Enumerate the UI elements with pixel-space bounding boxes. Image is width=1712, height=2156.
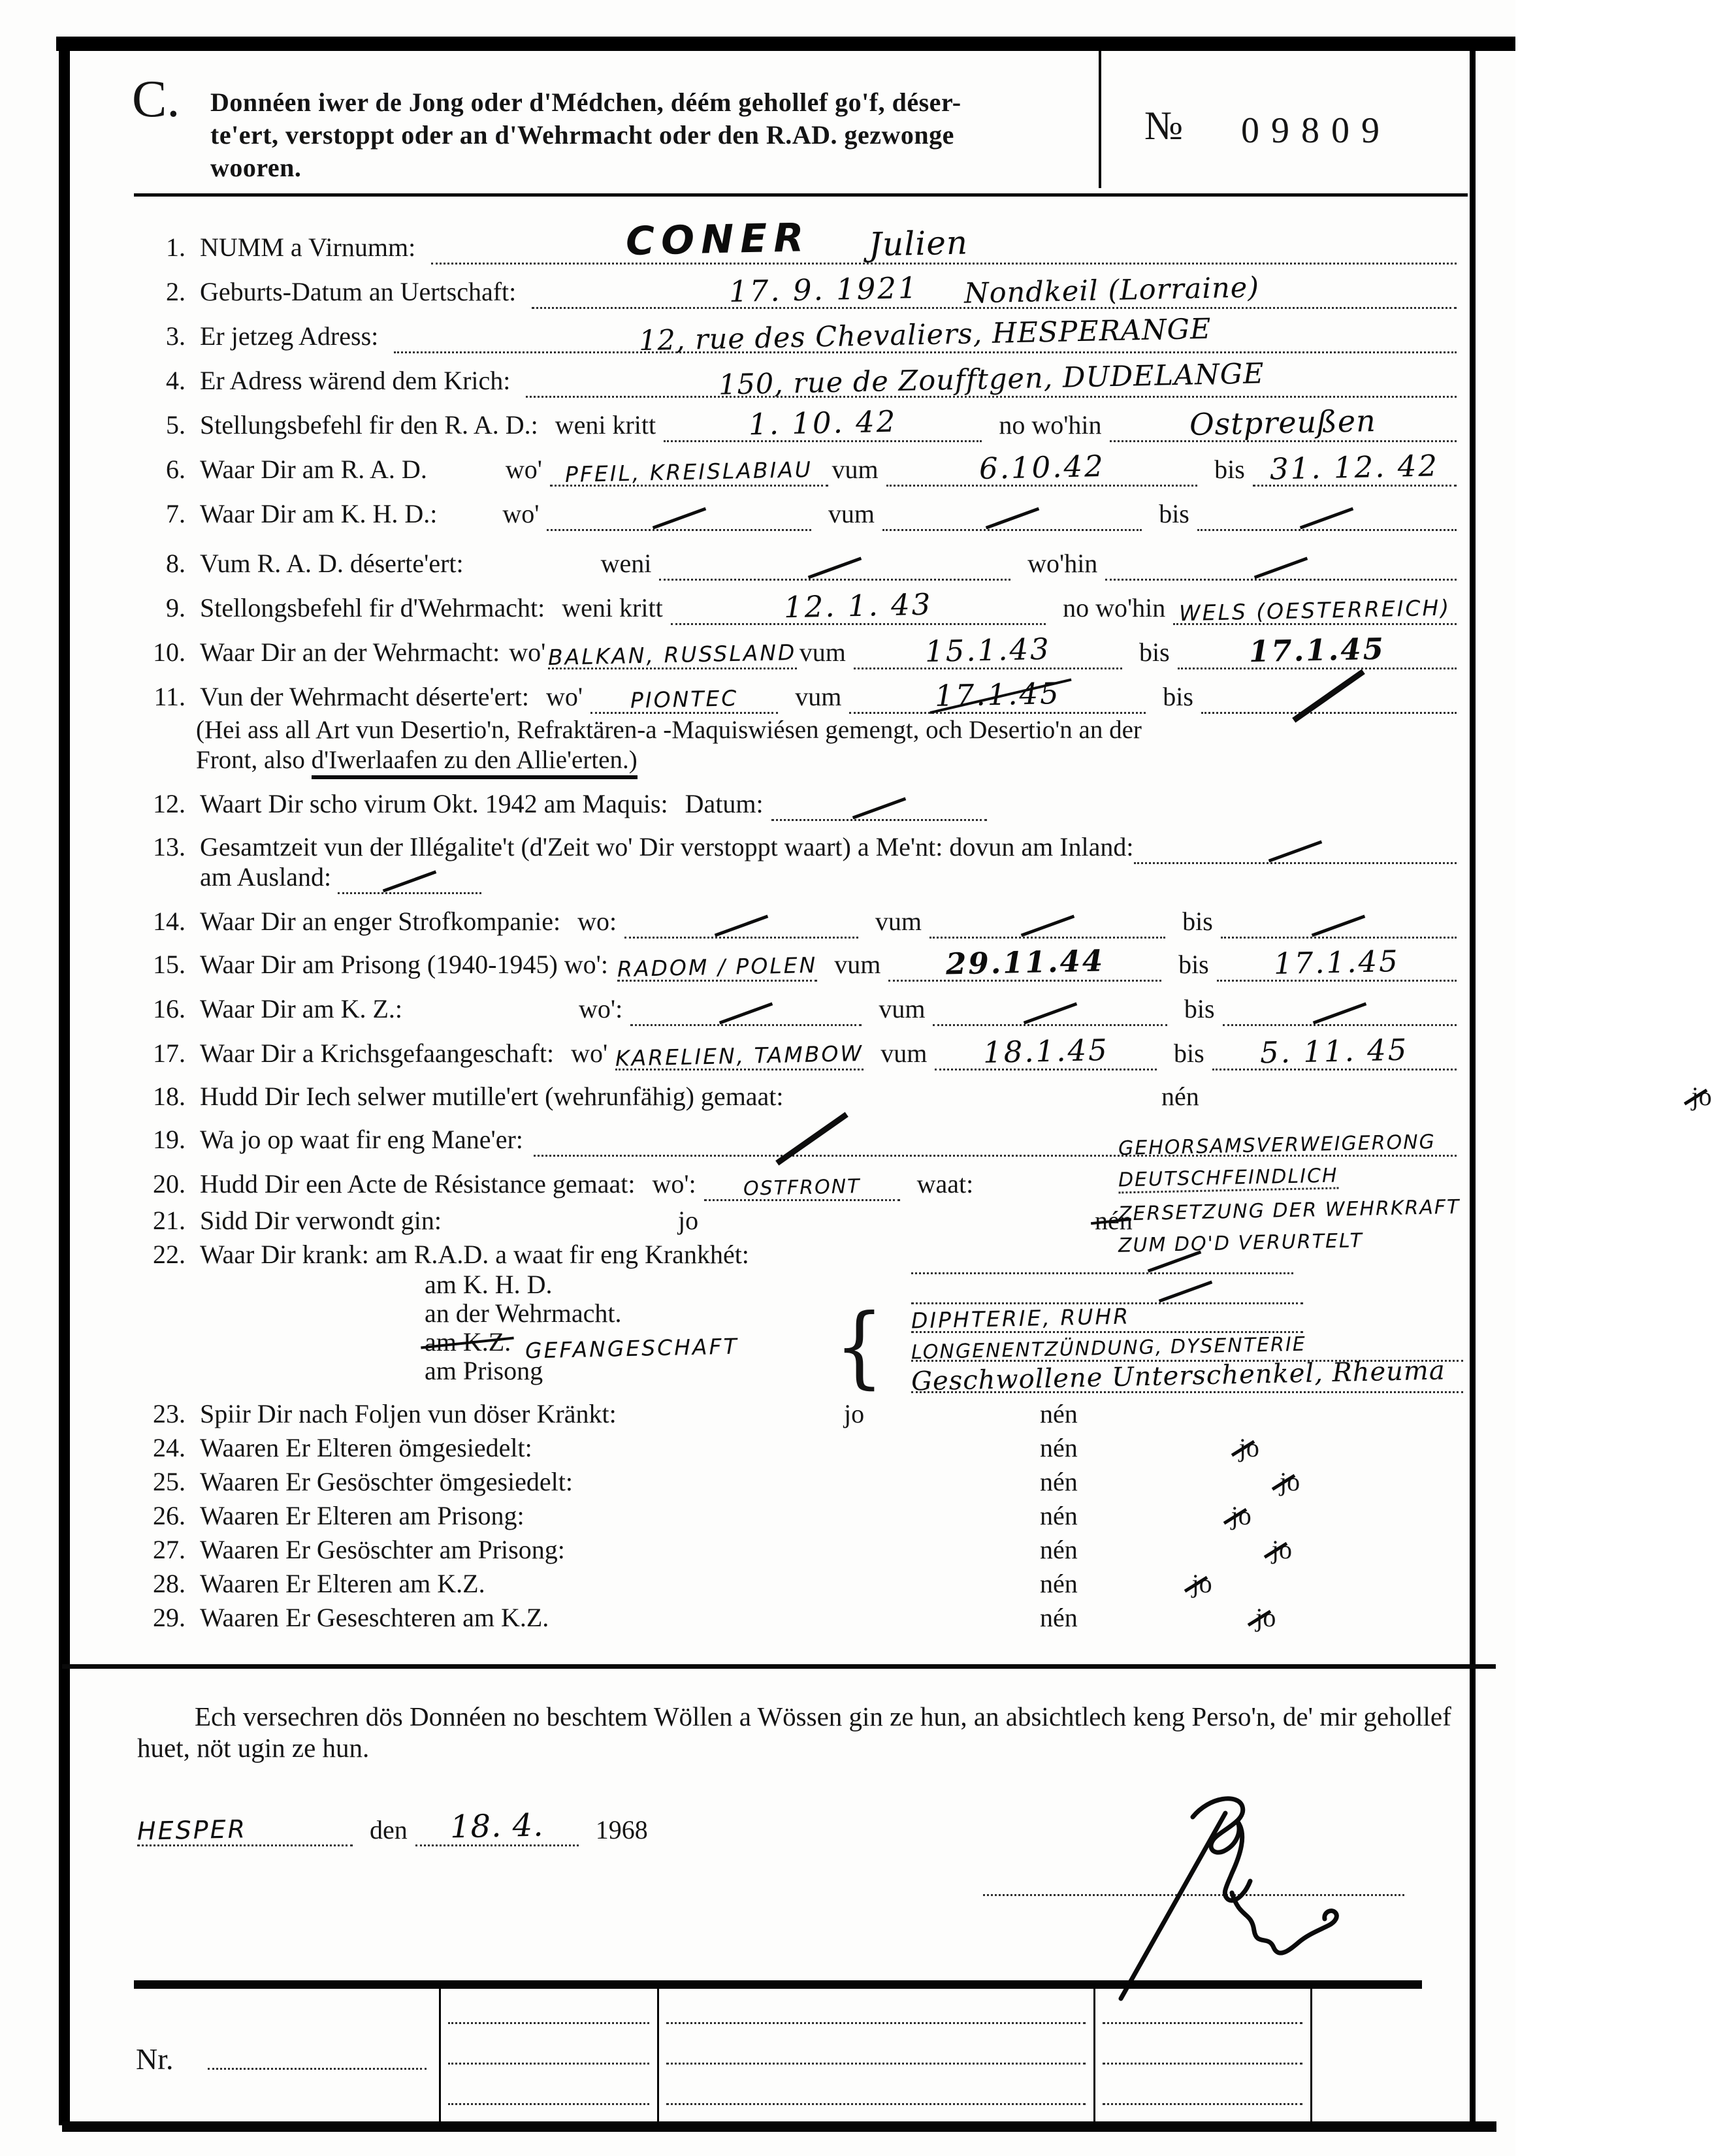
question-row-28	[137, 1569, 1457, 1601]
table-dotted-row	[1103, 2022, 1302, 2024]
question-number: 10.	[153, 637, 186, 667]
question-number: 13.	[153, 832, 186, 861]
question-label: Waar Dir am Prisong (1940-1945) wo':	[200, 950, 608, 979]
question-label: Stellungsbefehl fir den R. A. D.:	[200, 410, 538, 440]
question-number: 25.	[153, 1467, 186, 1496]
answer-fill	[550, 455, 828, 487]
answer-fill	[659, 549, 1010, 581]
answer-fill	[771, 789, 987, 821]
question-row-14	[137, 907, 1457, 939]
field-label: bis	[1163, 682, 1193, 711]
handwritten-place: KARELIEN, TAMBOW	[615, 1040, 864, 1072]
question-label: Waaren Er Elteren am K.Z.	[200, 1569, 485, 1598]
question-label: Waar Dir am K. H. D.:	[200, 499, 438, 528]
question-label: Wa jo op waat fir eng Mane'er:	[200, 1125, 523, 1154]
handwritten-date: 17.1.45	[1248, 632, 1386, 669]
jo-option: jo	[1191, 1569, 1212, 1598]
question-row-8	[137, 549, 1457, 581]
declaration-text: Ech versechren dös Donnéen no beschtem Wöllen a Wössen gin ze hun, an absichtlech keng Perso'n, de' mir gehollef huet, nöt ugin ze hun.	[137, 1701, 1451, 1763]
question-number: 15.	[153, 950, 186, 979]
question-number: 23.	[153, 1399, 186, 1428]
nen-option: nén	[1094, 1206, 1133, 1235]
question-row-3	[137, 312, 1457, 357]
table-dotted-row	[666, 2103, 1086, 2105]
handwritten-reason: GEHORSAMSVERWEIGERONG	[1118, 1130, 1436, 1161]
field-label: wo'	[571, 1038, 608, 1068]
nen-option: nén	[1040, 1535, 1078, 1564]
answer-fill	[935, 1033, 1157, 1070]
question-row-4	[137, 357, 1457, 402]
answer-fill	[929, 907, 1165, 939]
question-number: 20.	[153, 1169, 186, 1199]
table-dotted-row	[666, 2063, 1086, 2065]
scan-edge-top	[56, 37, 1515, 51]
answer-fill	[630, 994, 862, 1026]
question-number: 29.	[153, 1603, 186, 1632]
number-sign: №	[1144, 104, 1184, 148]
field-label: no wo'hin	[1063, 593, 1166, 622]
question-label: am Ausland:	[200, 862, 332, 892]
handwritten-date: 12. 1. 43	[783, 587, 933, 625]
signature-stroke	[1065, 1791, 1346, 2000]
question-number: 7.	[166, 499, 186, 528]
question-number: 27.	[153, 1535, 186, 1564]
nen-option: nén	[1040, 1399, 1078, 1428]
handwritten-gefangeschaft: GEFANGESCHAFT	[525, 1333, 739, 1364]
dash-mark	[1020, 914, 1074, 937]
question-label: Waaren Er Gesöschter ömgesiedelt:	[200, 1467, 573, 1496]
field-label: bis	[1159, 499, 1189, 528]
dash-mark	[715, 914, 769, 937]
dash-mark	[383, 870, 437, 892]
question-label: Waaren Er Elteren ömgesiedelt:	[200, 1433, 532, 1462]
question-number: 1.	[166, 233, 186, 262]
note-text: Front, also	[196, 746, 312, 774]
field-label: bis	[1139, 637, 1170, 667]
answer-fill	[911, 1355, 1463, 1397]
handwritten-date: 17.1.45	[934, 676, 1061, 714]
question-label: Waar Dir krank: am R.A.D. a waat fir eng Krankhét:	[200, 1240, 749, 1269]
question-11-note-line2	[196, 746, 638, 775]
question-row-6	[137, 448, 1457, 488]
handwritten-firstname: Julien	[868, 223, 969, 264]
handwritten-date: 18. 4.	[449, 1807, 545, 1846]
answer-fill	[854, 632, 1122, 669]
jo-option: jo	[1255, 1603, 1276, 1632]
answer-fill	[849, 676, 1146, 714]
form-serial-number: 09809	[1241, 110, 1391, 151]
note-underlined-text: d'Iwerlaafen zu den Allie'erten.)	[312, 746, 638, 779]
answer-fill	[547, 499, 811, 531]
question-number: 26.	[153, 1501, 186, 1530]
field-label: vum	[879, 994, 926, 1023]
field-label: weni kritt	[562, 593, 663, 622]
table-dotted-row	[448, 2063, 649, 2065]
field-label: vum	[799, 637, 846, 667]
question-number: 9.	[166, 593, 186, 622]
question-row-2	[137, 270, 1457, 310]
answer-fill	[1173, 593, 1457, 625]
answer-fill	[532, 270, 1457, 310]
question-label: Er Adress wärend dem Krich:	[200, 366, 511, 395]
question-label: Waaren Er Elteren am Prisong:	[200, 1501, 525, 1530]
question-number: 24.	[153, 1433, 186, 1462]
handwritten-address: 12, rue des Chevaliers, HESPERANGE	[638, 312, 1212, 357]
field-label: vum	[795, 682, 842, 711]
handwritten-date: 17.1.45	[1273, 944, 1400, 982]
field-label: wo'	[505, 455, 542, 484]
handwritten-place: Ostpreußen	[1189, 403, 1377, 443]
question-row-27	[137, 1535, 1457, 1568]
field-label: weni kritt	[555, 410, 656, 440]
nen-option: nén	[1040, 1603, 1078, 1632]
answer-fill	[1110, 403, 1457, 443]
table-dotted-row	[1103, 2063, 1302, 2065]
date-line	[137, 1807, 656, 1846]
scan-edge-left	[59, 37, 70, 2125]
question-number: 11.	[153, 682, 186, 711]
field-label: bis	[1214, 455, 1245, 484]
question-number: 21.	[153, 1206, 186, 1235]
question-row-29	[137, 1603, 1457, 1635]
answer-fill	[1223, 994, 1457, 1026]
question-number: 8.	[166, 549, 186, 578]
dash-mark	[719, 1002, 773, 1024]
nen-option: nén	[1161, 1082, 1199, 1111]
question-row-12	[137, 789, 1457, 821]
field-label: bis	[1182, 907, 1213, 936]
question-number: 19.	[153, 1125, 186, 1154]
question-row-16	[137, 994, 1457, 1026]
den-label: den	[370, 1815, 408, 1844]
handwritten-place: PIONTEC	[630, 685, 739, 713]
question-label: Hudd Dir een Acte de Résistance gemaat:	[200, 1169, 636, 1199]
question-row-21	[137, 1206, 1457, 1240]
field-label: bis	[1174, 1038, 1204, 1068]
question-row-18	[137, 1082, 1712, 1116]
question-label: Vun der Wehrmacht déserte'ert:	[200, 682, 529, 711]
sub-label: am K. H. D.	[425, 1270, 553, 1299]
handwritten-date: 29.11.44	[945, 943, 1105, 982]
answer-fill	[624, 907, 858, 939]
question-number: 5.	[166, 410, 186, 440]
question-row-17	[137, 1032, 1457, 1072]
question-row-13	[137, 832, 1457, 864]
question-number: 18.	[153, 1082, 186, 1111]
header-rule	[134, 193, 1468, 197]
handwritten-date: 1. 10. 42	[748, 404, 897, 442]
question-label: Waaren Er Gesöschter am Prisong:	[200, 1535, 565, 1564]
handwritten-place: HESPER	[137, 1814, 248, 1846]
handwritten-reason: DEUTSCHFEINDLICH	[1118, 1164, 1338, 1193]
field-label: waat:	[916, 1169, 974, 1199]
field-label: weni	[600, 549, 652, 578]
handwritten-illness: Geschwollene Unterschenkel, Rheuma	[911, 1355, 1446, 1397]
jo-option: jo	[844, 1399, 865, 1428]
dash-mark	[776, 1112, 849, 1166]
question-label: Waar Dir a Krichsgefaangeschaft:	[200, 1038, 555, 1068]
dash-mark	[1293, 669, 1366, 723]
question-label: Vum R. A. D. déserte'ert:	[200, 549, 464, 578]
answer-fill	[671, 587, 1046, 625]
question-number: 2.	[166, 277, 186, 306]
question-row-25	[137, 1467, 1457, 1500]
question-label: Waar Dir an enger Strofkompanie:	[200, 907, 561, 936]
section-rule	[62, 1664, 1496, 1669]
scan-edge-right	[1470, 46, 1476, 2126]
field-label: vum	[875, 907, 922, 936]
question-label: Waar Dir am K. Z.:	[200, 994, 402, 1023]
field-label: wo'	[509, 637, 546, 667]
answer-fill	[1105, 549, 1457, 581]
question-row-10	[137, 632, 1457, 671]
handwritten-date: 31. 12. 42	[1269, 448, 1440, 487]
question-row-5	[137, 403, 1457, 443]
handwritten-surname: CONER	[625, 215, 811, 265]
form-title-line3: wooren.	[210, 153, 302, 182]
field-label: vum	[832, 455, 879, 484]
year-text: 1968	[595, 1815, 648, 1844]
question-label: Waaren Er Geseschteren am K.Z.	[200, 1603, 549, 1632]
handwritten-date: 18.1.45	[982, 1033, 1110, 1070]
field-label: vum	[834, 950, 881, 979]
question-label: Hudd Dir Iech selwer mutille'ert (wehrunfähig) gemaat:	[200, 1082, 784, 1111]
answer-fill	[617, 950, 817, 982]
answer-fill	[888, 943, 1161, 982]
question-row-23	[137, 1399, 1457, 1432]
dash-mark	[1312, 914, 1366, 937]
dash-mark	[985, 507, 1039, 529]
answer-fill	[886, 449, 1198, 487]
question-label: Spiir Dir nach Foljen vun döser Kränkt:	[200, 1399, 617, 1428]
answer-fill	[1221, 907, 1457, 939]
nr-dotted-line	[208, 2068, 427, 2070]
question-label: Waar Dir am R. A. D.	[200, 455, 427, 484]
handwritten-date: 6.10.42	[978, 449, 1105, 487]
question-number: 4.	[166, 366, 186, 395]
field-label: wo':	[579, 994, 623, 1023]
question-number: 16.	[153, 994, 186, 1023]
field-label: Datum:	[685, 789, 764, 818]
field-label: wo'	[502, 499, 540, 528]
question-number: 17.	[153, 1038, 186, 1068]
question-row-22-prisong	[137, 1355, 1457, 1397]
handwritten-illness: DIPHTERIE, RUHR	[911, 1303, 1131, 1334]
answer-fill	[338, 862, 481, 894]
jo-option: jo	[1691, 1082, 1712, 1111]
dash-mark	[1268, 840, 1322, 862]
date-fill	[415, 1807, 579, 1846]
question-number: 14.	[153, 907, 186, 936]
question-row-22	[137, 1240, 1457, 1274]
question-number: 3.	[166, 321, 186, 351]
nen-option: nén	[1040, 1501, 1078, 1530]
question-label: Sidd Dir verwondt gin:	[200, 1206, 442, 1235]
field-label: wo:	[577, 907, 617, 936]
signature	[1065, 1791, 1346, 2003]
field-label: wo'	[545, 682, 583, 711]
field-label: bis	[1184, 994, 1215, 1023]
handwritten-reason: ZUM DO'D VERURTELT	[1118, 1229, 1364, 1257]
handwritten-place: BALKAN, RUSSLAND	[547, 639, 798, 671]
handwritten-birthdate: 17. 9. 1921	[728, 270, 919, 310]
sub-label: am K.Z.	[425, 1327, 511, 1357]
dash-mark	[852, 797, 906, 819]
nr-label: Nr.	[136, 2042, 174, 2076]
jo-option: jo	[678, 1206, 699, 1235]
jo-option: jo	[1271, 1535, 1292, 1564]
question-row-1	[137, 215, 1457, 265]
nen-option: nén	[1040, 1569, 1078, 1598]
handwritten-date: 15.1.43	[924, 632, 1052, 669]
handwritten-place: RADOM / POLEN	[617, 952, 818, 982]
nen-option: nén	[1040, 1467, 1078, 1496]
question-label: Er jetzeg Adress:	[200, 321, 379, 351]
table-dotted-row	[448, 2103, 649, 2105]
question-row-9	[137, 587, 1457, 626]
header-divider	[1099, 51, 1101, 188]
nen-option: nén	[1040, 1433, 1078, 1462]
dash-mark	[652, 507, 706, 529]
jo-option: jo	[1231, 1501, 1252, 1530]
answer-fill	[664, 404, 982, 442]
brace-mark: {	[835, 1294, 884, 1398]
answer-fill	[1253, 448, 1457, 487]
table-top-border	[134, 1980, 1422, 1989]
table-vline-3	[1093, 1989, 1095, 2121]
jo-option: jo	[1280, 1467, 1300, 1496]
handwritten-birthplace: Nondkeil (Lorraine)	[963, 270, 1260, 310]
table-bottom-border	[62, 2121, 1496, 2132]
question-number: 22.	[153, 1240, 186, 1269]
question-number: 6.	[166, 455, 186, 484]
handwritten-illness: LONGENENTZÜNDUNG, DYSENTERIE	[911, 1332, 1307, 1364]
table-dotted-row	[1103, 2103, 1302, 2105]
question-row-26	[137, 1501, 1457, 1534]
question-row-24	[137, 1433, 1457, 1466]
handwritten-war-address: 150, rue de Zoufftgen, DUDELANGE	[718, 357, 1265, 402]
field-label: no wo'hin	[999, 410, 1102, 440]
answer-fill	[933, 994, 1167, 1026]
dash-mark	[1023, 1002, 1077, 1024]
table-dotted-row	[448, 2022, 649, 2024]
handwritten-reason: ZERSETZUNG DER WEHRKRAFT	[1118, 1195, 1461, 1226]
handwritten-place: WELS (OESTERREICH)	[1178, 594, 1451, 626]
question-label: Waart Dir scho virum Okt. 1942 am Maquis:	[200, 789, 668, 818]
question-row-15	[137, 943, 1457, 982]
table-dotted-row	[666, 2022, 1086, 2024]
answer-fill	[882, 499, 1142, 531]
field-label: vum	[880, 1038, 928, 1068]
place-fill	[137, 1814, 353, 1846]
sub-label: an der Wehrmacht.	[425, 1298, 622, 1328]
question-label: NUMM a Virnumm:	[200, 233, 416, 262]
answer-fill	[1178, 632, 1457, 669]
question-label: Gesamtzeit vun der Illégalite't (d'Zeit wo' Dir verstoppt waart) a Me'nt: dovun am Inland:	[200, 832, 1134, 861]
question-number: 12.	[153, 789, 186, 818]
dash-mark	[1313, 1002, 1367, 1024]
answer-fill	[1212, 1032, 1457, 1070]
form-title	[210, 86, 1079, 184]
question-row-7	[137, 499, 1457, 531]
answer-fill	[1197, 499, 1457, 531]
answer-fill	[590, 682, 778, 714]
sub-label: am Prisong	[425, 1356, 543, 1385]
table-vline-4	[1310, 1989, 1312, 2121]
table-vline-2	[657, 1989, 659, 2121]
answer-fill	[548, 637, 796, 669]
field-label: wo':	[652, 1169, 696, 1199]
section-letter: C.	[132, 71, 180, 128]
handwritten-date: 5. 11. 45	[1259, 1032, 1410, 1070]
answer-fill	[704, 1169, 900, 1201]
handwritten-place: OSTFRONT	[743, 1174, 861, 1200]
answer-fill	[394, 312, 1457, 357]
jo-option: jo	[1238, 1433, 1259, 1462]
question-11-note-line1: (Hei ass all Art vun Desertio'n, Refraktären-a -Maquiswiésen gemengt, och Desertio'n an der	[196, 716, 1142, 744]
form-title-line1: Donnéen iwer de Jong oder d'Médchen, déém gehollef go'f, déser-	[210, 88, 961, 117]
handwritten-place: PFEIL, KREISLABIAU	[564, 457, 813, 488]
dash-mark	[808, 556, 862, 579]
answer-fill	[431, 215, 1457, 265]
answer-fill	[1134, 832, 1457, 864]
field-label: wo'hin	[1027, 549, 1098, 578]
question-label: Geburts-Datum an Uertschaft:	[200, 277, 517, 306]
dash-mark	[1254, 556, 1308, 579]
question-row-13b	[137, 862, 1457, 894]
question-label: Waar Dir an der Wehrmacht:	[200, 637, 500, 667]
question-label: Stellongsbefehl fir d'Wehrmacht:	[200, 593, 545, 622]
answer-fill	[615, 1038, 864, 1070]
dash-mark	[1300, 507, 1354, 529]
answer-fill	[1201, 682, 1457, 714]
question-row-11	[137, 676, 1457, 714]
table-vline-1	[439, 1989, 441, 2121]
answer-fill	[1217, 944, 1457, 982]
answer-fill	[526, 357, 1457, 402]
field-label: bis	[1178, 950, 1209, 979]
field-label: vum	[828, 499, 875, 528]
form-title-line2: te'ert, verstoppt oder an d'Wehrmacht oder den R.AD. gezwonge	[210, 120, 954, 150]
question-number: 28.	[153, 1569, 186, 1598]
